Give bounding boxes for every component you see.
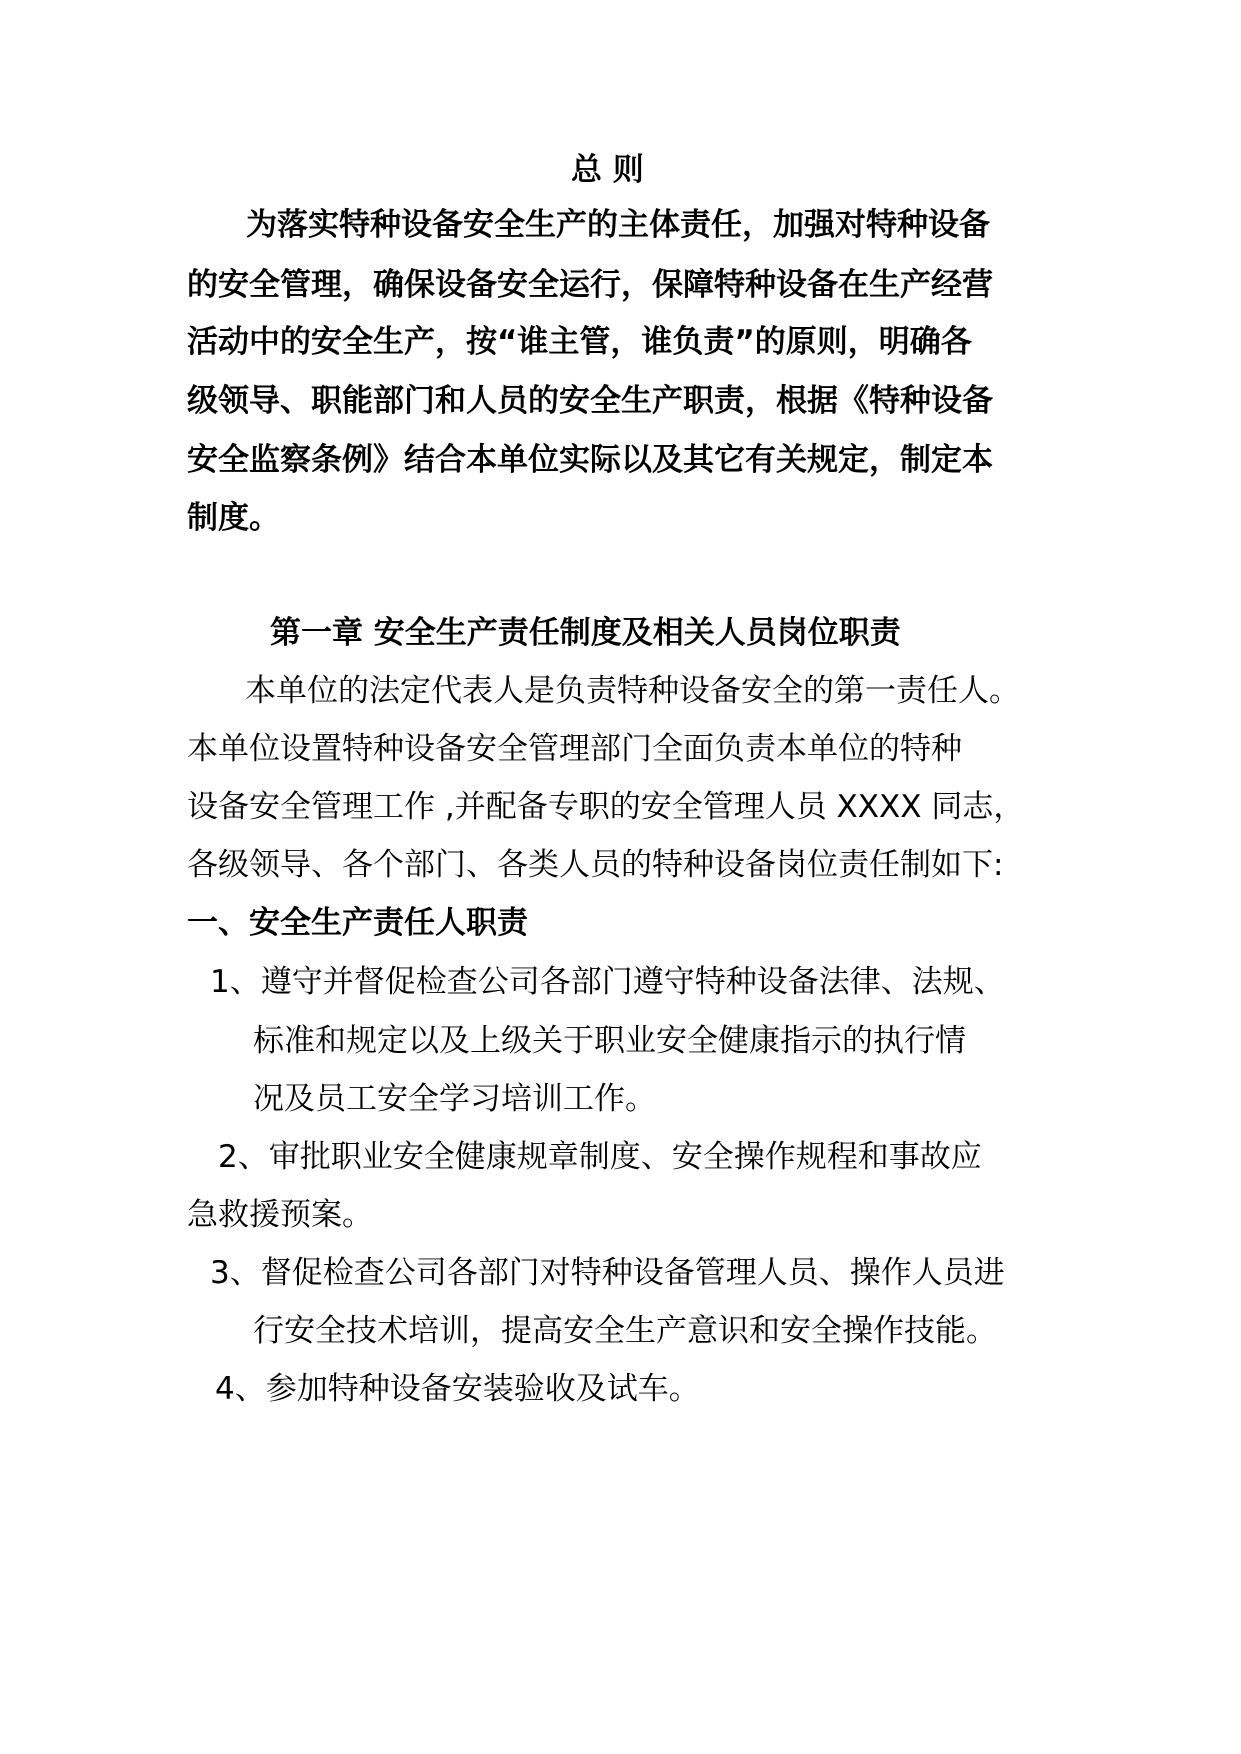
intro-line-1: 为落实特种设备安全生产的主体责任，加强对特种设备 <box>246 207 990 243</box>
intro-line-2: 的安全管理，确保设备安全运行，保障特种设备在生产经营 <box>187 267 993 303</box>
item-1-line-1: 1、遵守并督促检查公司各部门遵守特种设备法律、法规、 <box>210 964 1005 1000</box>
page-title: 总 则 <box>571 152 644 188</box>
item-1-line-3: 况及员工安全学习培训工作。 <box>253 1081 656 1117</box>
item-2-line-1: 2、审批职业安全健康规章制度、安全操作规程和事故应 <box>218 1139 982 1175</box>
body-line-1: 本单位的法定代表人是负责特种设备安全的第一责任人。 <box>245 673 1020 709</box>
intro-line-6: 制度。 <box>187 500 280 536</box>
body-line-2: 本单位设置特种设备安全管理部门全面负责本单位的特种 <box>187 731 962 767</box>
chapter-title: 第一章 安全生产责任制度及相关人员岗位职责 <box>270 615 901 651</box>
body-line-4: 各级领导、各个部门、各类人员的特种设备岗位责任制如下: <box>187 847 1004 883</box>
item-3-line-2: 行安全技术培训，提高安全生产意识和安全操作技能。 <box>253 1313 997 1349</box>
intro-line-4: 级领导、职能部门和人员的安全生产职责，根据《特种设备 <box>187 383 993 419</box>
intro-line-3: 活动中的安全生产，按“谁主管，谁负责”的原则，明确各 <box>187 324 972 360</box>
item-2-line-2: 急救援预案。 <box>187 1197 373 1233</box>
item-3-line-1: 3、督促检查公司各部门对特种设备管理人员、操作人员进 <box>210 1255 1005 1291</box>
item-1-line-2: 标准和规定以及上级关于职业安全健康指示的执行情 <box>253 1023 966 1059</box>
body-line-3: 设备安全管理工作 ,并配备专职的安全管理人员 XXXX 同志， <box>187 789 1025 825</box>
section-heading: 一、安全生产责任人职责 <box>187 905 528 941</box>
intro-line-5: 安全监察条例》结合本单位实际以及其它有关规定，制定本 <box>187 442 993 478</box>
item-4-line-1: 4、参加特种设备安装验收及试车。 <box>215 1371 700 1407</box>
